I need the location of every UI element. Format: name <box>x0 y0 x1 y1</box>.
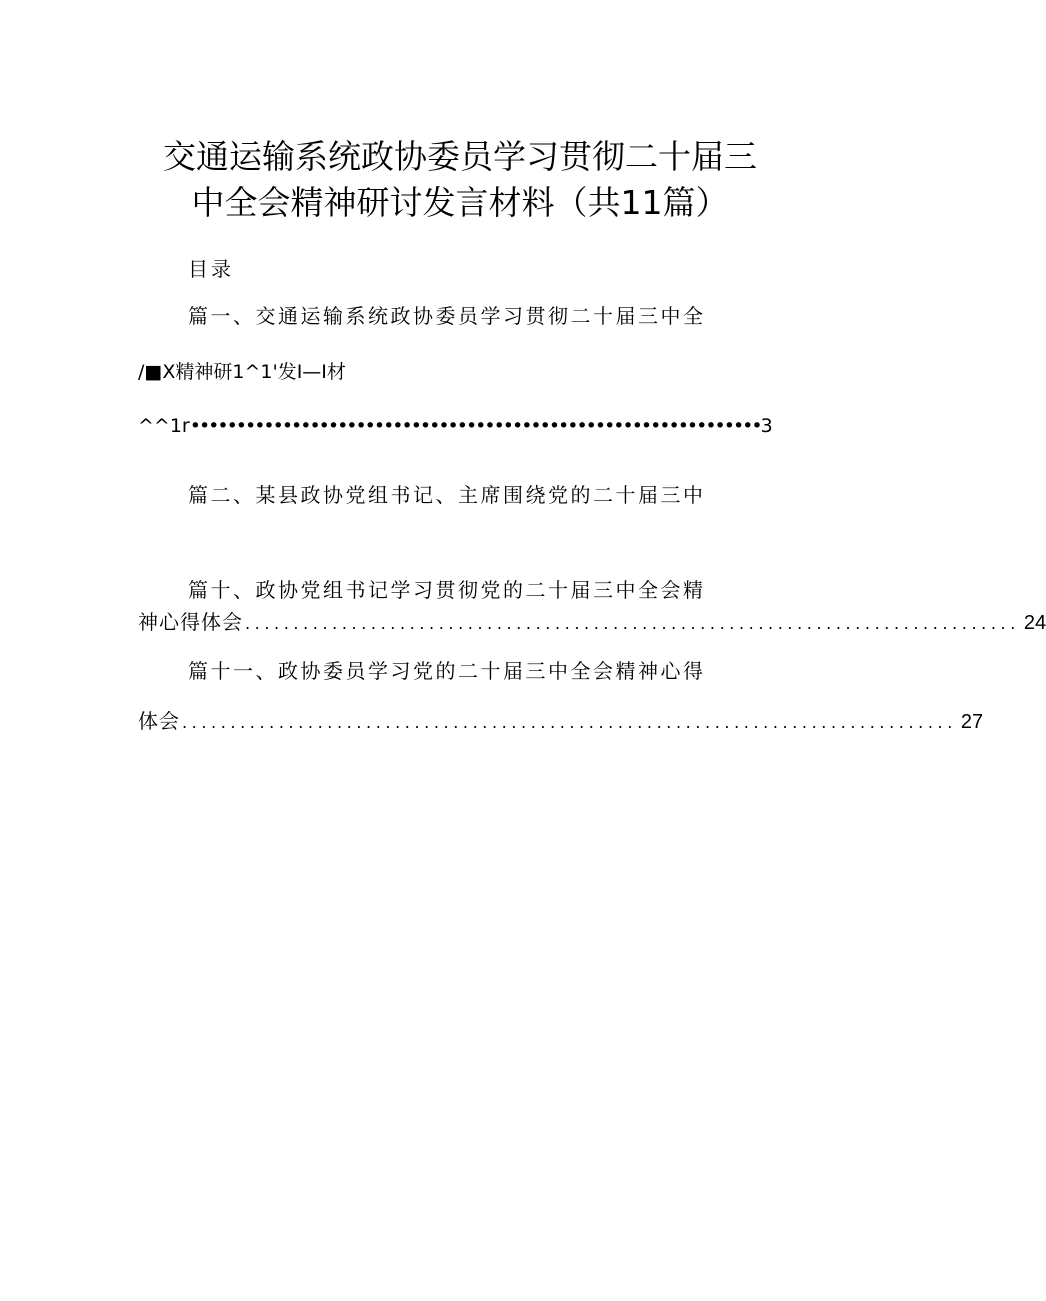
toc-entry-1-line-2: /■X精神研1^1'发I—I材 <box>138 361 346 383</box>
toc-heading: 目录 <box>188 257 234 281</box>
toc-entry-1-line-1: 篇一、交通运输系统政协委员学习贯彻二十届三中全 <box>188 304 706 328</box>
toc-entry-11-leader: ................................................................................ <box>182 713 957 732</box>
toc-entry-2-line-1: 篇二、某县政协党组书记、主席围绕党的二十届三中 <box>188 483 706 507</box>
toc-entry-10-page: 24 <box>1023 612 1046 634</box>
document-title-line-2: 中全会精神研讨发言材料（共11篇） <box>191 183 729 222</box>
toc-entry-11-line-1: 篇十一、政协委员学习党的二十届三中全会精神心得 <box>188 659 706 683</box>
document-title-line-1: 交通运输系统政协委员学习贯彻二十届三 <box>163 137 757 176</box>
toc-entry-10-line-1: 篇十、政协党组书记学习贯彻党的二十届三中全会精 <box>188 578 706 602</box>
toc-entry-10-line-2 <box>138 608 1046 636</box>
toc-entry-10-leader: ................................................................................ <box>245 614 1020 633</box>
toc-entry-1-prefix: ^^1r <box>138 415 190 437</box>
toc-entry-10-text: 神心得体会 <box>138 610 243 634</box>
toc-entry-1-line-3 <box>138 412 773 440</box>
toc-entry-1-page: 3 <box>760 415 773 437</box>
toc-entry-11-page: 27 <box>960 711 984 733</box>
toc-entry-11-text: 体会 <box>138 709 180 733</box>
toc-entry-11-line-2 <box>138 707 984 735</box>
toc-entry-1-leader: •••••••••••••••••••••••••••••••••••••••••••••••••••••••••••••• <box>189 415 761 437</box>
